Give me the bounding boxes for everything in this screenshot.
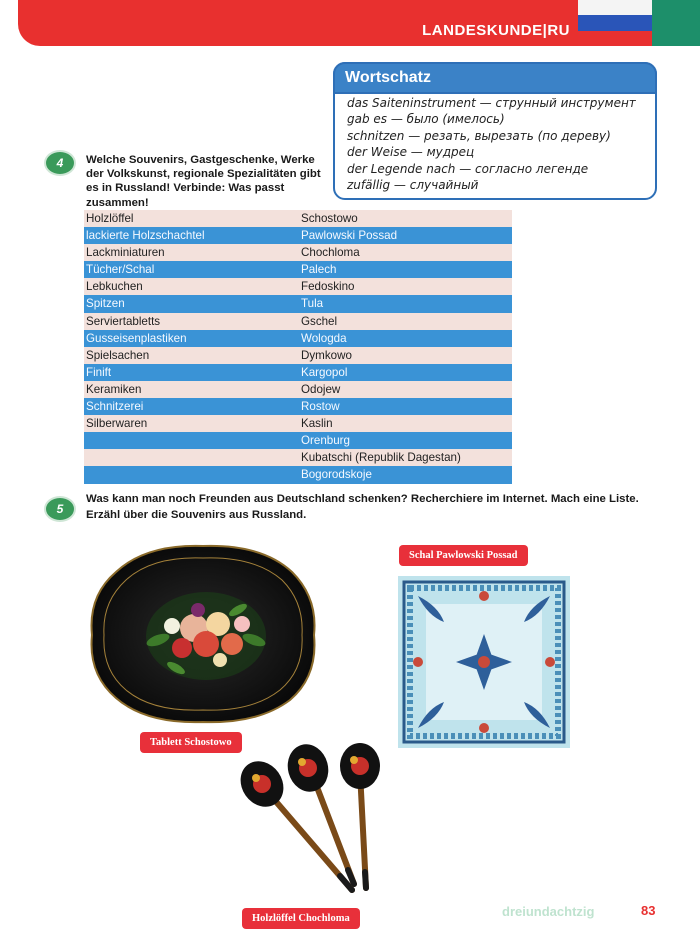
russian-flag xyxy=(578,0,700,46)
souvenir-cell: Gusseisenplastiken xyxy=(86,331,187,345)
place-cell: Odojew xyxy=(301,382,341,396)
table-row xyxy=(84,330,512,347)
table-row xyxy=(84,313,512,330)
spoons-image xyxy=(236,742,386,902)
wortschatz-header xyxy=(333,62,657,94)
table-row xyxy=(84,210,512,227)
task-4-badge: 4 xyxy=(44,150,76,176)
task-4-instruction: Welche Souvenirs, Gastgeschenke, Werke der Volkskunst, regionale Spezialitäten gibt es in Russland! Verbinde: Was passt zusammen! xyxy=(86,154,321,209)
table-row xyxy=(84,364,512,381)
vocab-line: der Legende nach — согласно легенде xyxy=(347,161,589,176)
place-cell: Orenburg xyxy=(301,434,350,448)
table-row xyxy=(84,295,512,312)
table-row xyxy=(84,449,512,466)
souvenir-cell: lackierte Holzschachtel xyxy=(86,229,205,243)
souvenir-cell: Lebkuchen xyxy=(86,280,143,294)
matching-table xyxy=(84,210,512,484)
place-cell: Rostow xyxy=(301,400,340,414)
table-row xyxy=(84,347,512,364)
place-cell: Kubatschi (Republik Dagestan) xyxy=(301,451,461,465)
page-number: 83 xyxy=(641,903,656,918)
shawl-image xyxy=(398,576,570,748)
section-title: LANDESKUNDE|RU xyxy=(422,22,570,39)
task-5-badge: 5 xyxy=(44,496,76,522)
tray-image xyxy=(86,540,320,726)
task-5-instruction: Was kann man noch Freunden aus Deutschland schenken? Recherchiere im Internet. Mach eine Liste. Erzähl über die Souvenirs aus Russland. xyxy=(86,493,639,521)
page-number-word: dreiundachtzig xyxy=(502,904,595,919)
place-cell: Fedoskino xyxy=(301,280,355,294)
place-cell: Wologda xyxy=(301,331,347,345)
table-row xyxy=(84,432,512,449)
place-cell: Chochloma xyxy=(301,246,360,260)
souvenir-cell: Spielsachen xyxy=(86,348,150,362)
place-cell: Tula xyxy=(301,297,324,311)
place-cell: Gschel xyxy=(301,314,338,328)
place-cell: Pawlowski Possad xyxy=(301,229,398,243)
souvenir-cell: Keramiken xyxy=(86,382,142,396)
vocab-line: das Saiteninstrument — струнный инструмент xyxy=(347,96,636,110)
place-cell: Schostowo xyxy=(301,212,358,225)
table-row xyxy=(84,415,512,432)
caption-spoons: Holzlöffel Chochloma xyxy=(242,908,360,929)
place-cell: Dymkowo xyxy=(301,348,352,362)
wortschatz-title: Wortschatz xyxy=(345,69,431,86)
souvenir-cell: Lackminiaturen xyxy=(86,246,165,260)
vocab-line: zufällig — случайный xyxy=(347,178,479,193)
table-row xyxy=(84,278,512,295)
table-row xyxy=(84,466,512,483)
flower-bouquet xyxy=(145,592,267,680)
wortschatz-list xyxy=(347,95,647,193)
vocab-line: der Weise — мудрец xyxy=(347,145,475,160)
souvenir-cell: Serviertabletts xyxy=(86,314,161,328)
table-row xyxy=(84,261,512,278)
header-red-band xyxy=(18,0,578,46)
souvenir-cell: Tücher/Schal xyxy=(86,263,155,277)
place-cell: Palech xyxy=(301,263,337,277)
header-banner xyxy=(0,0,700,46)
caption-tray: Tablett Schostowo xyxy=(140,732,242,753)
souvenir-cell: Spitzen xyxy=(86,297,125,311)
place-cell: Kargopol xyxy=(301,365,348,379)
wortschatz-box xyxy=(333,62,657,200)
place-cell: Kaslin xyxy=(301,417,333,431)
place-cell: Bogorodskoje xyxy=(301,468,372,482)
table-row xyxy=(84,398,512,415)
souvenir-cell: Holzlöffel xyxy=(86,212,134,225)
caption-shawl: Schal Pawlowski Possad xyxy=(399,545,528,566)
souvenir-cell: Schnitzerei xyxy=(86,400,144,414)
table-row xyxy=(84,244,512,261)
vocab-line: gab es — было (имелось) xyxy=(347,112,505,127)
table-row xyxy=(84,227,512,244)
souvenir-cell: Silberwaren xyxy=(86,417,148,431)
souvenir-cell: Finift xyxy=(86,365,112,379)
vocab-line: schnitzen — резать, вырезать (по дереву) xyxy=(347,128,611,143)
table-row xyxy=(84,381,512,398)
